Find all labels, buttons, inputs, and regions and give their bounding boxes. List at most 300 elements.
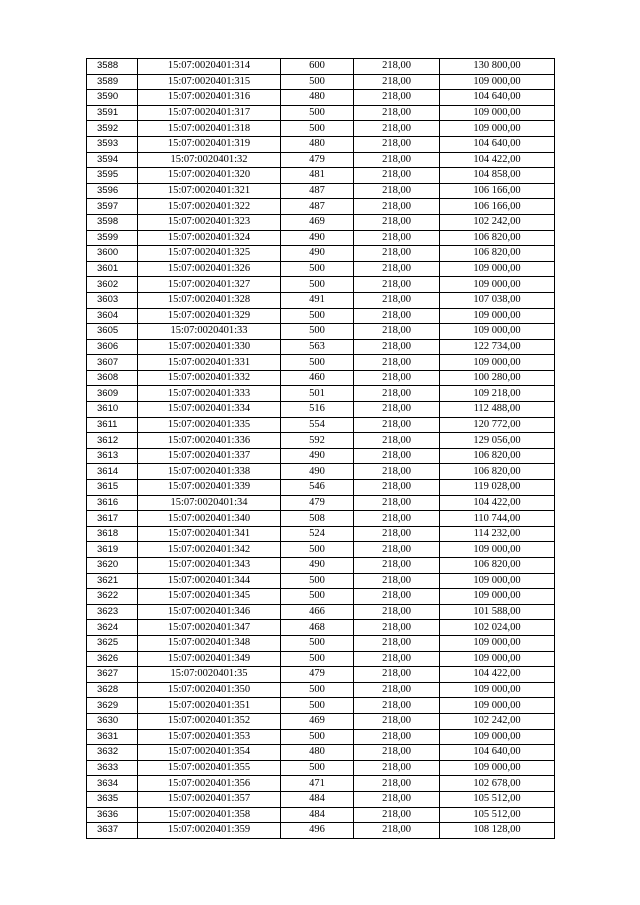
cadastral-number-cell: 15:07:0020401:33 [138, 324, 281, 340]
area-cell: 500 [281, 573, 354, 589]
row-number-cell: 3622 [87, 589, 138, 605]
table-row [87, 620, 555, 636]
cadastral-number-cell: 15:07:0020401:35 [138, 667, 281, 683]
amount-cell: 109 000,00 [440, 324, 555, 340]
table-row [87, 667, 555, 683]
amount-cell: 104 422,00 [440, 152, 555, 168]
rate-cell: 218,00 [354, 324, 440, 340]
table-row [87, 59, 555, 75]
table-row [87, 511, 555, 527]
row-number-cell: 3628 [87, 682, 138, 698]
table-row [87, 370, 555, 386]
amount-cell: 106 820,00 [440, 246, 555, 262]
table-row [87, 199, 555, 215]
area-cell: 490 [281, 246, 354, 262]
rate-cell: 218,00 [354, 90, 440, 106]
table-row [87, 105, 555, 121]
table-row [87, 183, 555, 199]
rate-cell: 218,00 [354, 511, 440, 527]
amount-cell: 102 242,00 [440, 713, 555, 729]
table-row [87, 604, 555, 620]
cadastral-number-cell: 15:07:0020401:336 [138, 433, 281, 449]
cadastral-number-cell: 15:07:0020401:350 [138, 682, 281, 698]
cadastral-number-cell: 15:07:0020401:321 [138, 183, 281, 199]
rate-cell: 218,00 [354, 386, 440, 402]
amount-cell: 109 000,00 [440, 74, 555, 90]
amount-cell: 114 232,00 [440, 526, 555, 542]
table-row [87, 261, 555, 277]
area-cell: 479 [281, 667, 354, 683]
table-row [87, 651, 555, 667]
rate-cell: 218,00 [354, 105, 440, 121]
area-cell: 516 [281, 402, 354, 418]
cadastral-number-cell: 15:07:0020401:316 [138, 90, 281, 106]
amount-cell: 110 744,00 [440, 511, 555, 527]
area-cell: 546 [281, 480, 354, 496]
table-row [87, 136, 555, 152]
amount-cell: 109 000,00 [440, 121, 555, 137]
row-number-cell: 3608 [87, 370, 138, 386]
table-row [87, 402, 555, 418]
cadastral-number-cell: 15:07:0020401:348 [138, 635, 281, 651]
row-number-cell: 3589 [87, 74, 138, 90]
cadastral-number-cell: 15:07:0020401:356 [138, 776, 281, 792]
rate-cell: 218,00 [354, 745, 440, 761]
table-row [87, 495, 555, 511]
row-number-cell: 3614 [87, 464, 138, 480]
amount-cell: 106 820,00 [440, 464, 555, 480]
area-cell: 484 [281, 807, 354, 823]
table-row [87, 698, 555, 714]
rate-cell: 218,00 [354, 776, 440, 792]
row-number-cell: 3623 [87, 604, 138, 620]
cadastral-number-cell: 15:07:0020401:331 [138, 355, 281, 371]
cadastral-number-cell: 15:07:0020401:335 [138, 417, 281, 433]
row-number-cell: 3629 [87, 698, 138, 714]
row-number-cell: 3599 [87, 230, 138, 246]
table-row [87, 558, 555, 574]
rate-cell: 218,00 [354, 199, 440, 215]
area-cell: 490 [281, 464, 354, 480]
rate-cell: 218,00 [354, 246, 440, 262]
row-number-cell: 3591 [87, 105, 138, 121]
cadastral-number-cell: 15:07:0020401:326 [138, 261, 281, 277]
rate-cell: 218,00 [354, 183, 440, 199]
amount-cell: 101 588,00 [440, 604, 555, 620]
cadastral-number-cell: 15:07:0020401:32 [138, 152, 281, 168]
amount-cell: 104 858,00 [440, 168, 555, 184]
table-row [87, 448, 555, 464]
row-number-cell: 3619 [87, 542, 138, 558]
amount-cell: 105 512,00 [440, 807, 555, 823]
table-row [87, 776, 555, 792]
amount-cell: 102 242,00 [440, 214, 555, 230]
rate-cell: 218,00 [354, 682, 440, 698]
cadastral-number-cell: 15:07:0020401:349 [138, 651, 281, 667]
row-number-cell: 3633 [87, 760, 138, 776]
area-cell: 500 [281, 324, 354, 340]
land-plot-table [86, 58, 555, 839]
area-cell: 480 [281, 745, 354, 761]
area-cell: 481 [281, 168, 354, 184]
area-cell: 500 [281, 760, 354, 776]
table-row [87, 729, 555, 745]
row-number-cell: 3621 [87, 573, 138, 589]
table-row [87, 635, 555, 651]
cadastral-number-cell: 15:07:0020401:34 [138, 495, 281, 511]
row-number-cell: 3617 [87, 511, 138, 527]
row-number-cell: 3618 [87, 526, 138, 542]
amount-cell: 109 000,00 [440, 277, 555, 293]
table-row [87, 417, 555, 433]
row-number-cell: 3616 [87, 495, 138, 511]
cadastral-number-cell: 15:07:0020401:314 [138, 59, 281, 75]
amount-cell: 106 166,00 [440, 183, 555, 199]
cadastral-number-cell: 15:07:0020401:359 [138, 823, 281, 839]
cadastral-number-cell: 15:07:0020401:337 [138, 448, 281, 464]
cadastral-number-cell: 15:07:0020401:333 [138, 386, 281, 402]
amount-cell: 102 678,00 [440, 776, 555, 792]
rate-cell: 218,00 [354, 526, 440, 542]
area-cell: 563 [281, 339, 354, 355]
cadastral-number-cell: 15:07:0020401:351 [138, 698, 281, 714]
area-cell: 466 [281, 604, 354, 620]
row-number-cell: 3637 [87, 823, 138, 839]
area-cell: 500 [281, 651, 354, 667]
cadastral-number-cell: 15:07:0020401:324 [138, 230, 281, 246]
amount-cell: 109 000,00 [440, 573, 555, 589]
cadastral-number-cell: 15:07:0020401:315 [138, 74, 281, 90]
row-number-cell: 3594 [87, 152, 138, 168]
table-row [87, 760, 555, 776]
row-number-cell: 3595 [87, 168, 138, 184]
amount-cell: 100 280,00 [440, 370, 555, 386]
rate-cell: 218,00 [354, 729, 440, 745]
cadastral-number-cell: 15:07:0020401:354 [138, 745, 281, 761]
amount-cell: 104 640,00 [440, 90, 555, 106]
table-row [87, 542, 555, 558]
cadastral-number-cell: 15:07:0020401:346 [138, 604, 281, 620]
row-number-cell: 3626 [87, 651, 138, 667]
cadastral-number-cell: 15:07:0020401:319 [138, 136, 281, 152]
rate-cell: 218,00 [354, 620, 440, 636]
row-number-cell: 3636 [87, 807, 138, 823]
rate-cell: 218,00 [354, 823, 440, 839]
cadastral-number-cell: 15:07:0020401:339 [138, 480, 281, 496]
cadastral-number-cell: 15:07:0020401:345 [138, 589, 281, 605]
row-number-cell: 3598 [87, 214, 138, 230]
row-number-cell: 3630 [87, 713, 138, 729]
row-number-cell: 3592 [87, 121, 138, 137]
row-number-cell: 3631 [87, 729, 138, 745]
amount-cell: 104 640,00 [440, 136, 555, 152]
amount-cell: 108 128,00 [440, 823, 555, 839]
row-number-cell: 3610 [87, 402, 138, 418]
area-cell: 490 [281, 448, 354, 464]
rate-cell: 218,00 [354, 448, 440, 464]
rate-cell: 218,00 [354, 214, 440, 230]
row-number-cell: 3590 [87, 90, 138, 106]
cadastral-number-cell: 15:07:0020401:338 [138, 464, 281, 480]
row-number-cell: 3588 [87, 59, 138, 75]
amount-cell: 119 028,00 [440, 480, 555, 496]
row-number-cell: 3603 [87, 292, 138, 308]
amount-cell: 104 422,00 [440, 667, 555, 683]
amount-cell: 109 000,00 [440, 105, 555, 121]
table-row [87, 433, 555, 449]
rate-cell: 218,00 [354, 417, 440, 433]
row-number-cell: 3596 [87, 183, 138, 199]
table-row [87, 90, 555, 106]
rate-cell: 218,00 [354, 698, 440, 714]
amount-cell: 109 000,00 [440, 589, 555, 605]
cadastral-number-cell: 15:07:0020401:330 [138, 339, 281, 355]
row-number-cell: 3613 [87, 448, 138, 464]
rate-cell: 218,00 [354, 370, 440, 386]
amount-cell: 104 640,00 [440, 745, 555, 761]
cadastral-number-cell: 15:07:0020401:334 [138, 402, 281, 418]
area-cell: 554 [281, 417, 354, 433]
table-row [87, 713, 555, 729]
area-cell: 500 [281, 542, 354, 558]
area-cell: 600 [281, 59, 354, 75]
amount-cell: 109 000,00 [440, 635, 555, 651]
row-number-cell: 3600 [87, 246, 138, 262]
area-cell: 500 [281, 105, 354, 121]
rate-cell: 218,00 [354, 495, 440, 511]
rate-cell: 218,00 [354, 308, 440, 324]
area-cell: 490 [281, 558, 354, 574]
cadastral-number-cell: 15:07:0020401:344 [138, 573, 281, 589]
amount-cell: 105 512,00 [440, 791, 555, 807]
area-cell: 487 [281, 183, 354, 199]
area-cell: 480 [281, 136, 354, 152]
area-cell: 491 [281, 292, 354, 308]
area-cell: 500 [281, 121, 354, 137]
table-row [87, 791, 555, 807]
table-row [87, 152, 555, 168]
table-row [87, 292, 555, 308]
table-row [87, 464, 555, 480]
rate-cell: 218,00 [354, 59, 440, 75]
table-row [87, 355, 555, 371]
row-number-cell: 3602 [87, 277, 138, 293]
rate-cell: 218,00 [354, 791, 440, 807]
table-row [87, 573, 555, 589]
row-number-cell: 3597 [87, 199, 138, 215]
row-number-cell: 3635 [87, 791, 138, 807]
area-cell: 500 [281, 682, 354, 698]
area-cell: 500 [281, 277, 354, 293]
rate-cell: 218,00 [354, 542, 440, 558]
area-cell: 500 [281, 261, 354, 277]
table-row [87, 230, 555, 246]
area-cell: 500 [281, 308, 354, 324]
area-cell: 471 [281, 776, 354, 792]
area-cell: 479 [281, 495, 354, 511]
row-number-cell: 3615 [87, 480, 138, 496]
row-number-cell: 3593 [87, 136, 138, 152]
rate-cell: 218,00 [354, 261, 440, 277]
cadastral-number-cell: 15:07:0020401:320 [138, 168, 281, 184]
rate-cell: 218,00 [354, 121, 440, 137]
cadastral-number-cell: 15:07:0020401:341 [138, 526, 281, 542]
cadastral-number-cell: 15:07:0020401:329 [138, 308, 281, 324]
amount-cell: 109 000,00 [440, 355, 555, 371]
amount-cell: 109 000,00 [440, 682, 555, 698]
area-cell: 479 [281, 152, 354, 168]
table-row [87, 682, 555, 698]
table-row [87, 589, 555, 605]
rate-cell: 218,00 [354, 464, 440, 480]
area-cell: 480 [281, 90, 354, 106]
table-row [87, 277, 555, 293]
cadastral-number-cell: 15:07:0020401:322 [138, 199, 281, 215]
cadastral-number-cell: 15:07:0020401:353 [138, 729, 281, 745]
area-cell: 468 [281, 620, 354, 636]
amount-cell: 109 000,00 [440, 729, 555, 745]
cadastral-number-cell: 15:07:0020401:318 [138, 121, 281, 137]
amount-cell: 122 734,00 [440, 339, 555, 355]
rate-cell: 218,00 [354, 355, 440, 371]
table-row [87, 807, 555, 823]
rate-cell: 218,00 [354, 635, 440, 651]
table-row [87, 308, 555, 324]
rate-cell: 218,00 [354, 573, 440, 589]
amount-cell: 109 000,00 [440, 261, 555, 277]
rate-cell: 218,00 [354, 713, 440, 729]
table-row [87, 246, 555, 262]
rate-cell: 218,00 [354, 480, 440, 496]
amount-cell: 130 800,00 [440, 59, 555, 75]
area-cell: 524 [281, 526, 354, 542]
rate-cell: 218,00 [354, 604, 440, 620]
row-number-cell: 3625 [87, 635, 138, 651]
amount-cell: 104 422,00 [440, 495, 555, 511]
row-number-cell: 3634 [87, 776, 138, 792]
table-row [87, 745, 555, 761]
rate-cell: 218,00 [354, 277, 440, 293]
row-number-cell: 3611 [87, 417, 138, 433]
row-number-cell: 3601 [87, 261, 138, 277]
area-cell: 500 [281, 589, 354, 605]
amount-cell: 106 820,00 [440, 230, 555, 246]
table-row [87, 168, 555, 184]
rate-cell: 218,00 [354, 74, 440, 90]
cadastral-number-cell: 15:07:0020401:357 [138, 791, 281, 807]
rate-cell: 218,00 [354, 651, 440, 667]
amount-cell: 107 038,00 [440, 292, 555, 308]
rate-cell: 218,00 [354, 667, 440, 683]
row-number-cell: 3620 [87, 558, 138, 574]
cadastral-number-cell: 15:07:0020401:343 [138, 558, 281, 574]
rate-cell: 218,00 [354, 433, 440, 449]
row-number-cell: 3624 [87, 620, 138, 636]
rate-cell: 218,00 [354, 136, 440, 152]
amount-cell: 106 166,00 [440, 199, 555, 215]
area-cell: 460 [281, 370, 354, 386]
table-body [87, 59, 555, 839]
amount-cell: 109 000,00 [440, 542, 555, 558]
rate-cell: 218,00 [354, 339, 440, 355]
rate-cell: 218,00 [354, 292, 440, 308]
area-cell: 500 [281, 74, 354, 90]
amount-cell: 109 000,00 [440, 760, 555, 776]
rate-cell: 218,00 [354, 230, 440, 246]
area-cell: 500 [281, 635, 354, 651]
area-cell: 500 [281, 729, 354, 745]
row-number-cell: 3606 [87, 339, 138, 355]
table-row [87, 324, 555, 340]
table-row [87, 480, 555, 496]
table-row [87, 74, 555, 90]
table-row [87, 214, 555, 230]
cadastral-number-cell: 15:07:0020401:325 [138, 246, 281, 262]
area-cell: 484 [281, 791, 354, 807]
cadastral-number-cell: 15:07:0020401:317 [138, 105, 281, 121]
area-cell: 490 [281, 230, 354, 246]
cadastral-number-cell: 15:07:0020401:340 [138, 511, 281, 527]
table-row [87, 121, 555, 137]
cadastral-number-cell: 15:07:0020401:355 [138, 760, 281, 776]
area-cell: 469 [281, 214, 354, 230]
row-number-cell: 3632 [87, 745, 138, 761]
row-number-cell: 3609 [87, 386, 138, 402]
amount-cell: 109 218,00 [440, 386, 555, 402]
rate-cell: 218,00 [354, 152, 440, 168]
amount-cell: 112 488,00 [440, 402, 555, 418]
area-cell: 496 [281, 823, 354, 839]
cadastral-number-cell: 15:07:0020401:332 [138, 370, 281, 386]
row-number-cell: 3607 [87, 355, 138, 371]
table-row [87, 526, 555, 542]
cadastral-number-cell: 15:07:0020401:323 [138, 214, 281, 230]
cadastral-number-cell: 15:07:0020401:358 [138, 807, 281, 823]
amount-cell: 129 056,00 [440, 433, 555, 449]
rate-cell: 218,00 [354, 558, 440, 574]
table-row [87, 386, 555, 402]
area-cell: 500 [281, 355, 354, 371]
rate-cell: 218,00 [354, 168, 440, 184]
area-cell: 500 [281, 698, 354, 714]
amount-cell: 106 820,00 [440, 448, 555, 464]
cadastral-number-cell: 15:07:0020401:342 [138, 542, 281, 558]
amount-cell: 106 820,00 [440, 558, 555, 574]
cadastral-number-cell: 15:07:0020401:328 [138, 292, 281, 308]
row-number-cell: 3627 [87, 667, 138, 683]
rate-cell: 218,00 [354, 807, 440, 823]
cadastral-number-cell: 15:07:0020401:347 [138, 620, 281, 636]
rate-cell: 218,00 [354, 402, 440, 418]
cadastral-number-cell: 15:07:0020401:352 [138, 713, 281, 729]
area-cell: 487 [281, 199, 354, 215]
cadastral-number-cell: 15:07:0020401:327 [138, 277, 281, 293]
row-number-cell: 3604 [87, 308, 138, 324]
table-row [87, 823, 555, 839]
area-cell: 501 [281, 386, 354, 402]
area-cell: 508 [281, 511, 354, 527]
area-cell: 469 [281, 713, 354, 729]
area-cell: 592 [281, 433, 354, 449]
amount-cell: 109 000,00 [440, 308, 555, 324]
amount-cell: 120 772,00 [440, 417, 555, 433]
rate-cell: 218,00 [354, 589, 440, 605]
amount-cell: 109 000,00 [440, 651, 555, 667]
amount-cell: 109 000,00 [440, 698, 555, 714]
row-number-cell: 3605 [87, 324, 138, 340]
amount-cell: 102 024,00 [440, 620, 555, 636]
rate-cell: 218,00 [354, 760, 440, 776]
